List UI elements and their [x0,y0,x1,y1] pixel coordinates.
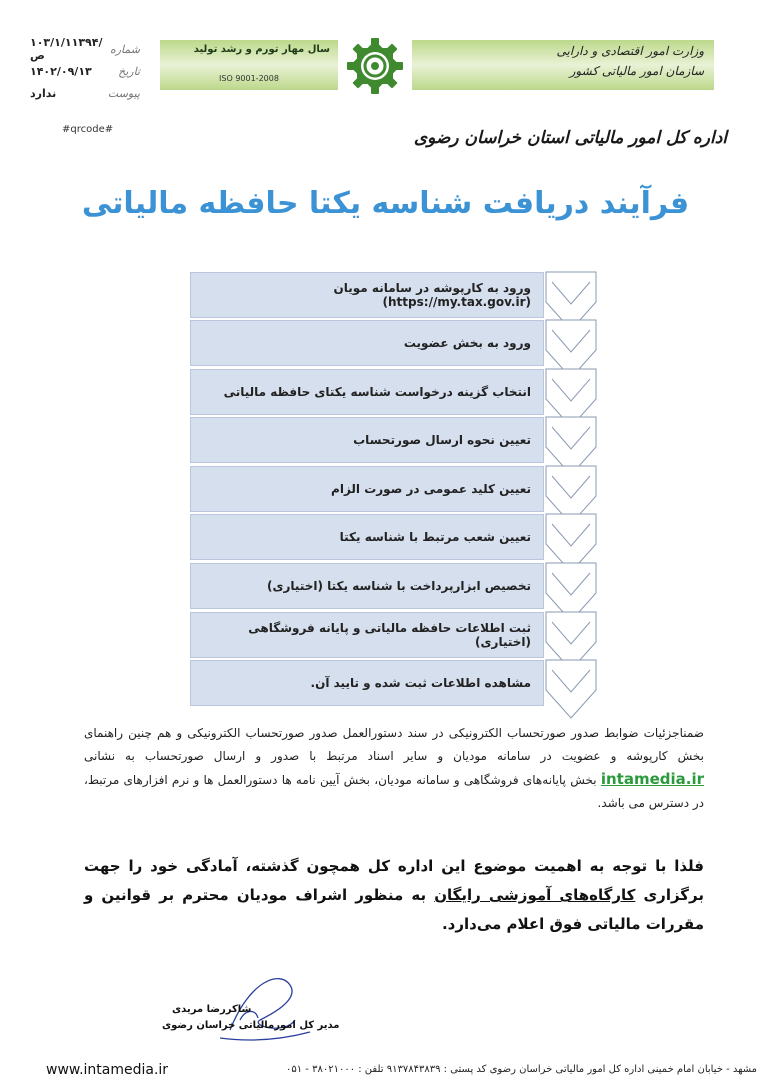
page-title: فرآیند دریافت شناسه یکتا حافظه مالیاتی [81,186,690,221]
ministry-name: وزارت امور اقتصادی و دارایی [556,44,704,58]
step-8 [190,612,598,658]
step-text: تعیین نحوه ارسال صورتحساب [353,433,531,447]
body-paragraph-1 [84,722,704,815]
meta-date-label: تاریخ [118,64,140,78]
step-7 [190,563,598,609]
letter-meta [30,38,140,104]
step-box [190,514,544,560]
step-box [190,612,544,658]
meta-number-row [30,38,140,60]
slogan-band [160,40,338,90]
footer-website[interactable]: www.intamedia.ir [46,1062,169,1078]
step-text: تعیین کلید عمومی در صورت الزام [331,482,531,496]
step-6 [190,514,598,560]
step-text: انتخاب گزینه درخواست شناسه یکتای حافظه مالیاتی [223,385,531,399]
para2-text-a: فلذا با توجه به اهمیت موضوع این اداره کل همچون گذشته، آمادگی خود را جهت برگزاری [84,857,704,904]
intamedia-link[interactable]: intamedia.ir [600,770,704,788]
meta-date-row [30,60,140,82]
year-slogan: سال مهار تورم و رشد تولید [193,44,330,55]
tax-organization-emblem-icon [345,36,405,96]
organization-name: سازمان امور مالیاتی کشور [569,64,704,78]
step-text: ثبت اطلاعات حافظه مالیاتی و پایانه فروشگاهی (اختیاری) [248,621,531,649]
step-box [190,417,544,463]
meta-attachment-label: پیوست [107,86,140,100]
step-text: تعیین شعب مرتبط با شناسه یکتا [339,530,531,544]
step-3 [190,369,598,415]
para1-text-b: بخش پایانه‌های فروشگاهی و سامانه مودیان، بخش آیین نامه ها دستورالعمل ها و نرم افزارهای مرتبط، در دسترس می باشد. [84,773,704,810]
step-4 [190,417,598,463]
step-text: ورود به کارپوشه در سامانه مویان (https://my.tax.gov.ir) [333,281,531,309]
para1-text-a: ضمناجزئیات ضوابط صدور صورتحساب الکترونیکی در سند دستورالعمل صدور صورتحساب الکترونیکی و هم چنین راهنمای بخش کارپوشه و عضویت در سامانه مودیان و سایر اسناد مرتبط با صدور و ارسال صورتحساب به نشانی [84,726,704,763]
para2-underlined: کارگاه‌های آموزشی رایگان [434,886,636,904]
step-box [190,563,544,609]
step-1 [190,272,598,318]
ministry-band [412,40,714,90]
step-text: تخصیص ابزارپرداخت با شناسه یکتا (اختیاری) [267,579,531,593]
step-box [190,466,544,512]
step-box [190,272,544,318]
para2-text-b: به منظور اشراف مودیان محترم بر قوانین و مقررات مالیاتی فوق اعلام می‌دارد. [84,886,704,933]
step-5 [190,466,598,512]
footer-address: مشهد - خیابان امام خمینی اداره کل امور مالیاتی خراسان رضوی کد پستی : ۹۱۳۷۸۴۳۸۳۹ تلفن : ۳۸۰۲۱۰۰۰ - ۰۵۱ [286,1064,757,1075]
step-text: مشاهده اطلاعات ثبت شده و تایید آن. [310,676,531,690]
step-box [190,369,544,415]
step-box [190,320,544,366]
step-text: ورود به بخش عضویت [403,336,531,350]
body-paragraph-2 [84,852,704,939]
meta-attachment-row [30,82,140,104]
iso-label: ISO 9001-2008 [219,74,279,83]
meta-number-label: شماره [109,42,140,56]
signatory-name: شاکررضا مریدی [172,1004,252,1015]
signatory-title: مدیر کل امورمالیاتی خراسان رضوی [162,1020,340,1031]
step-2 [190,320,598,366]
chevron-down-icon [544,660,598,718]
meta-date-value: ۱۴۰۲/۰۹/۱۳ [30,64,92,78]
meta-number-value: ۱۰۳/۱/۱۱۳۹۴/ص [30,36,103,62]
step-box [190,660,544,706]
step-9 [190,660,598,706]
department-name: اداره کل امور مالیاتی استان خراسان رضوی [413,128,727,148]
qrcode-placeholder: #qrcode# [62,124,114,135]
meta-attachment-value: ندارد [30,86,57,100]
